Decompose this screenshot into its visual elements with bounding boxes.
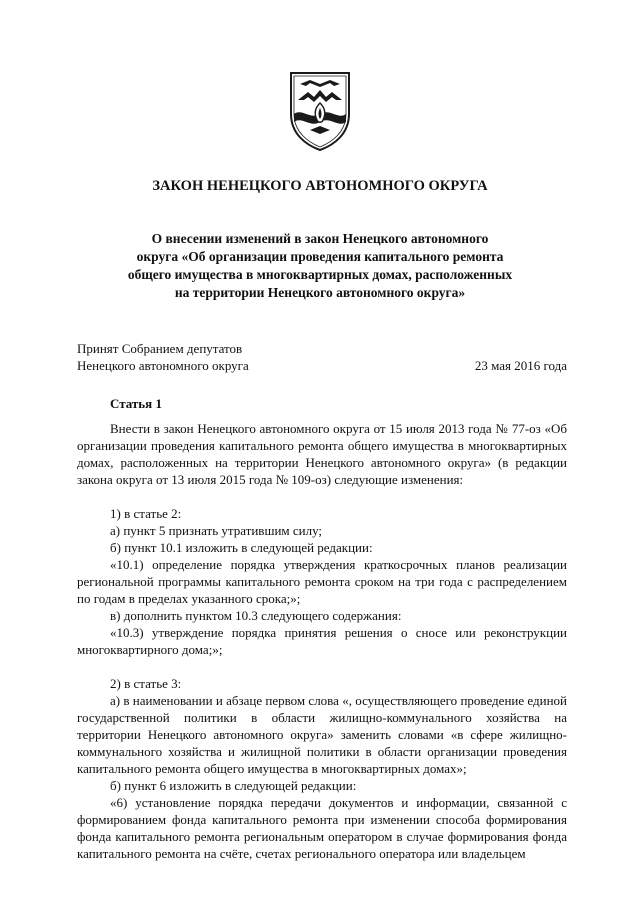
article-title: Статья 1 — [110, 396, 162, 411]
paragraph: б) пункт 6 изложить в следующей редакции: — [110, 778, 357, 793]
article-body — [77, 420, 567, 862]
paragraph: в) дополнить пунктом 10.3 следующего содержания: — [110, 608, 402, 623]
adopted-by-line: Ненецкого автономного округа — [77, 358, 249, 373]
adoption-block — [77, 340, 567, 374]
paragraph: Внести в закон Ненецкого автономного округа от 15 июля 2013 года № 77-оз «Об организации проведения капитального ремонта общего имущества в многоквартирных домах, расположенных на территории Ненецкого автономного округа» (в редакции закона округа от 13 июля 2015 года № 109-оз) следующие изменения: — [77, 421, 567, 487]
subtitle-line: округа «Об организации проведения капитального ремонта — [136, 249, 504, 264]
paragraph: а) пункт 5 признать утратившим силу; — [110, 523, 323, 538]
subtitle-line: О внесении изменений в закон Ненецкого автономного — [151, 231, 489, 246]
law-subtitle — [120, 230, 520, 302]
subtitle-line: общего имущества в многоквартирных домах, расположенных — [127, 267, 513, 282]
law-title: ЗАКОН НЕНЕЦКОГО АВТОНОМНОГО ОКРУГА — [152, 178, 488, 194]
paragraph: «6) установление порядка передачи документов и информации, связанной с формированием фонда капитального ремонта при изменении способа формирования фонда капитального ремонта региональным оператором в случае формирования фонда капитального ремонта на счёте, счетах регионального оператора или владельцем — [77, 795, 567, 861]
subtitle-line: на территории Ненецкого автономного округа» — [174, 285, 466, 300]
paragraph: 1) в статье 2: — [110, 506, 182, 521]
adopted-by-line: Принят Собранием депутатов — [77, 341, 243, 356]
paragraph: 2) в статье 3: — [110, 676, 182, 691]
paragraph: б) пункт 10.1 изложить в следующей редакции: — [110, 540, 373, 555]
paragraph: а) в наименовании и абзаце первом слова «, осуществляющего проведение единой государственной политики в области жилищно-коммунального хозяйства на территории Ненецкого автономного округа» заменить словами «в сфере жилищно-коммунального хозяйства и жилищной политики в области организации проведения капитального ремонта общего имущества в многоквартирных домах»; — [77, 693, 567, 776]
coat-of-arms-icon — [288, 70, 352, 152]
paragraph: «10.3) утверждение порядка принятия решения о сносе или реконструкции многоквартирного дома;»; — [77, 625, 567, 657]
paragraph: «10.1) определение порядка утверждения краткосрочных планов реализации региональной программы капитального ремонта сроком на три года с распределением по годам в пределах указанного срока;»; — [77, 557, 567, 606]
adoption-date: 23 мая 2016 года — [474, 358, 567, 373]
